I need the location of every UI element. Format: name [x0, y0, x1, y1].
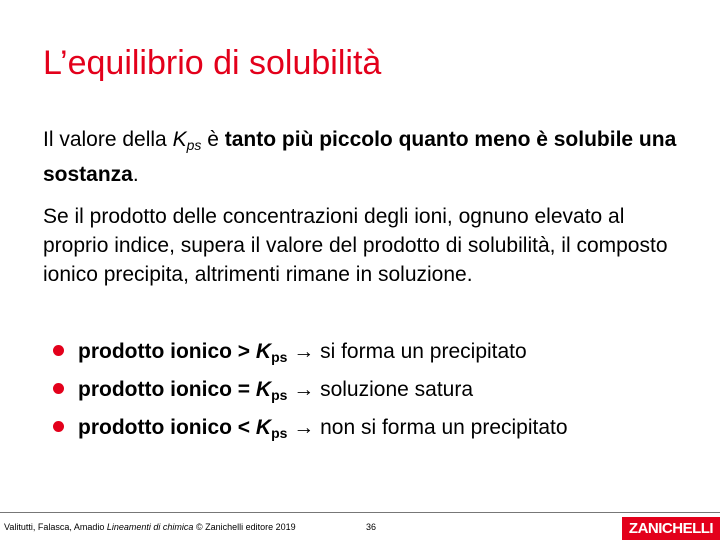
bullet-k-subscript: ps — [271, 425, 288, 441]
bullet-item — [53, 375, 473, 405]
paragraph-precipitation: Se il prodotto delle concentrazioni degli ioni, ognuno elevato al proprio indice, supera il valore del prodotto di solubilità, il composto ionico precipita, altrimenti rimane in soluzione. — [43, 205, 668, 286]
bullet-k-subscript: ps — [271, 349, 288, 365]
para1-mid: è — [201, 128, 225, 151]
bullet-k: K — [255, 416, 272, 439]
bullet-dot-icon — [53, 345, 64, 356]
bullet-rest: → si forma un precipitato — [287, 340, 527, 363]
bullet-lead: prodotto ionico = — [78, 378, 256, 401]
bullet-k-subscript: ps — [271, 387, 288, 403]
footer-book-title: Lineamenti di chimica — [106, 522, 194, 532]
footer-authors: Valitutti, Falasca, Amadio — [4, 522, 107, 532]
bullet-dot-icon — [53, 383, 64, 394]
bullet-item — [53, 413, 568, 443]
bullet-lead: prodotto ionico < — [78, 416, 256, 439]
footer-divider — [0, 512, 720, 513]
bullet-lead: prodotto ionico > — [78, 340, 256, 363]
page-number: 36 — [366, 522, 377, 532]
bullet-dot-icon — [53, 421, 64, 432]
footer-credits — [4, 522, 296, 532]
para1-end: . — [132, 163, 139, 186]
paragraph-ksp-definition — [43, 125, 683, 189]
zanichelli-logo: ZANICHELLI — [622, 517, 720, 540]
bullet-rest: → soluzione satura — [287, 378, 474, 401]
footer-publisher: © Zanichelli editore 2019 — [193, 522, 296, 532]
bullet-rest: → non si forma un precipitato — [287, 416, 568, 439]
para1-bold: tanto più piccolo quanto meno è solubile una sostanza — [43, 128, 677, 186]
bullet-k: K — [255, 378, 272, 401]
bullet-item — [53, 337, 527, 367]
slide-title: L’equilibrio di solubilità — [43, 44, 382, 82]
ksp-symbol — [173, 128, 202, 151]
ksp-k: K — [172, 128, 187, 151]
para1-prefix: Il valore della — [43, 128, 173, 151]
bullet-k: K — [255, 340, 272, 363]
ksp-subscript: ps — [186, 137, 202, 153]
